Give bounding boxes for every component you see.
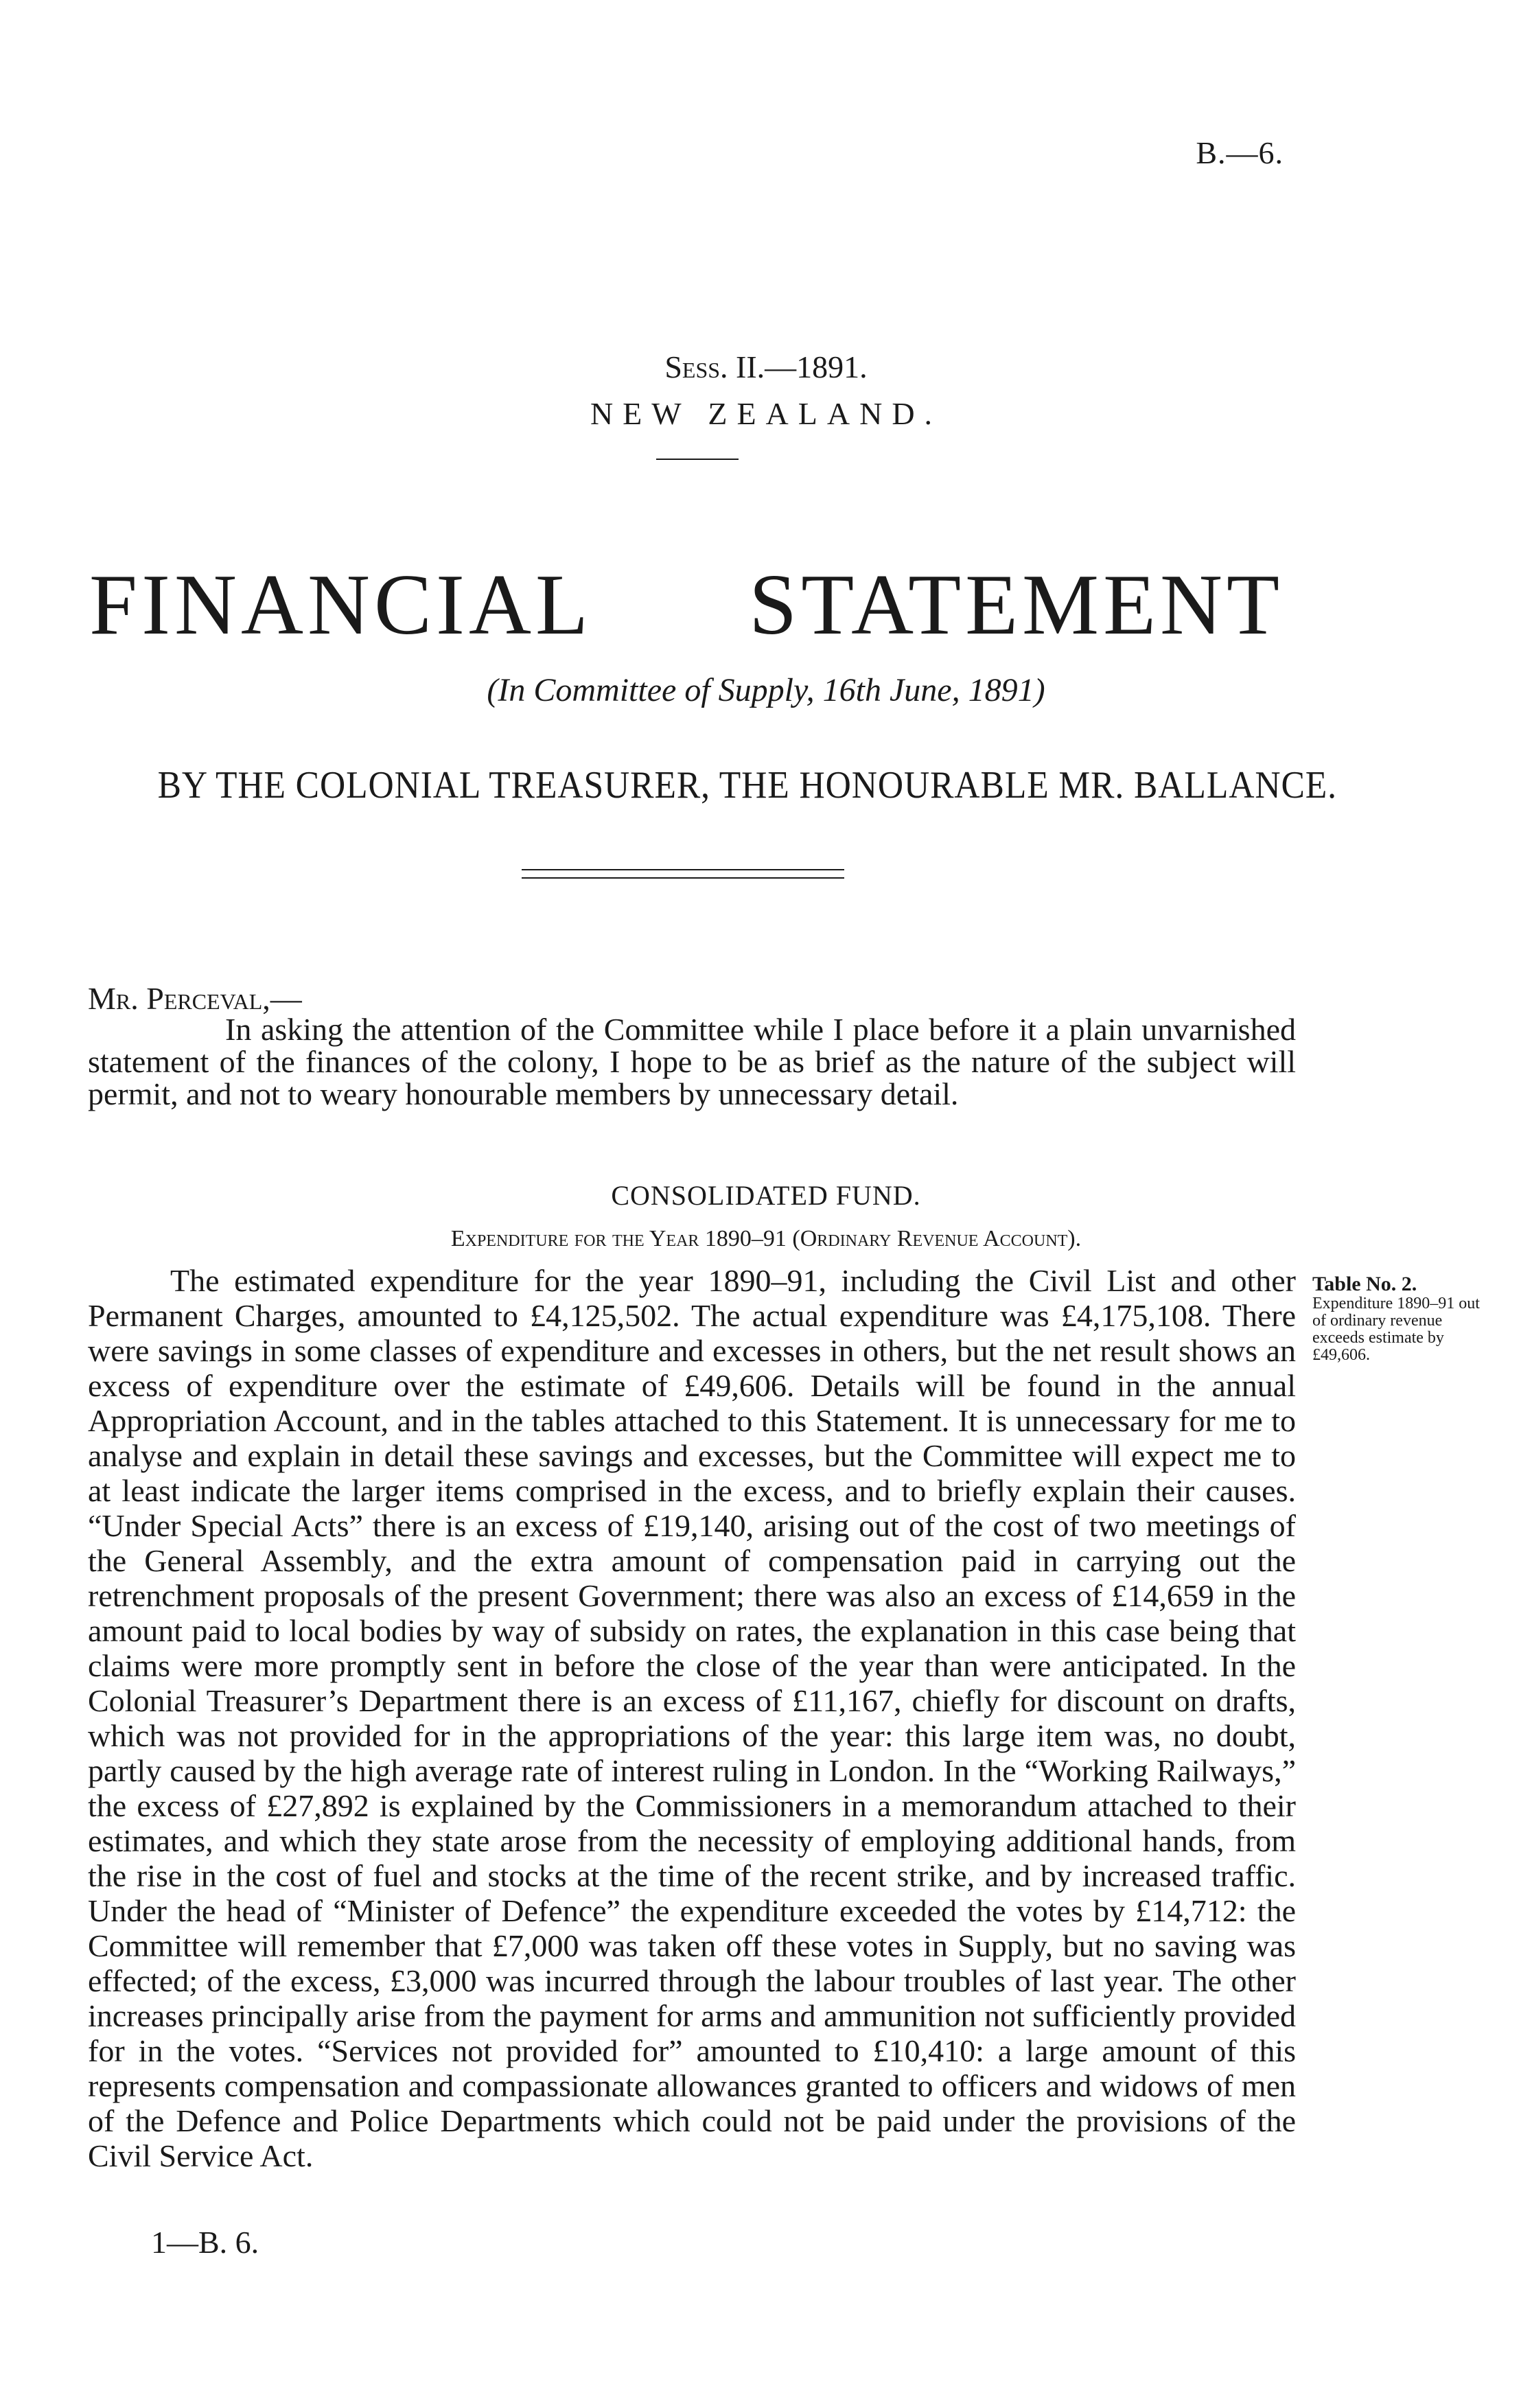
section-heading: CONSOLIDATED FUND. [611,1180,921,1211]
intro-paragraph: In asking the attention of the Committee while I place before it a plain unvarnished statement of the finances of the colony, I hope to be as brief as the nature of the subject will permit, and not to weary honourable members by unnecessary detail. [88,1012,1296,1111]
sub-heading: Expenditure for the Year 1890–91 (Ordinary Revenue Account). [450,1226,1082,1251]
marginal-table-ref: Table No. 2. [1312,1273,1417,1295]
session-number: II.—1891. [736,349,868,384]
marginal-note [1312,1275,1484,1364]
body-paragraph: The estimated expenditure for the year 1890–91, including the Civil List and other Permanent Charges, amounted to £4,125,502. The actual expenditure was £4,175,108. There were savings in some classes of expenditure and excesses in others, but the net result shows an excess of expenditure over the estimate of £49,606. Details will be found in the annual Appropriation Account, and in the tables attached to this Statement. It is unnecessary for me to analyse and explain in detail these savings and excesses, but the Committee will expect me to at least indicate the larger items comprised in the excess, and to briefly explain their causes. “Under Special Acts” there is an excess of £19,140, arising out of the cost of two meetings of the General Assembly, and the extra amount of compensation paid in carrying out the retrenchment proposals of the present Government; there was also an excess of £14,659 in the amount paid to local bodies by way of subsidy on rates, the explanation in this case being that claims were more promptly sent in before the close of the year than were anticipated. In the Colonial Treasurer’s Department there is an excess of £11,167, chiefly for discount on drafts, which was not provided for in the appropriations of the year: this large item was, no doubt, partly caused by the high average rate of interest ruling in London. In the “Working Railways,” the excess of £27,892 is explained by the Commissioners in a memorandum attached to their estimates, and which they state arose from the necessity of employing additional hands, from the rise in the cost of fuel and stocks at the time of the recent strike, and by increased traffic. Under the head of “Minister of Defence” the expenditure exceeded the votes by £14,712: the Committee will remember that £7,000 was taken off these votes in Supply, but no saving was effected; of the excess, £3,000 was incurred through the labour troubles of last year. The other increases principally arise from the payment for arms and ammunition not sufficiently provided for in the votes. “Services not provided for” amounted to £10,410: a large amount of this represents compensation and compassionate allowances granted to officers and widows of men of the Defence and Police Departments which could not be paid under the provisions of the Civil Service Act. [88,1263,1296,2173]
page-reference: B.—6. [1196,135,1284,170]
session-prefix: Sess. [664,349,728,384]
short-rule [656,459,739,460]
byline: BY THE COLONIAL TREASURER, THE HONOURABLE MR. BALLANCE. [157,764,1337,807]
title-word-1: FINANCIAL [89,557,592,653]
session-line [0,349,1532,385]
salutation: Mr. Perceval,— [88,981,302,1016]
footer-reference: 1—B. 6. [151,2225,259,2260]
subtitle: (In Committee of Supply, 16th June, 1891) [487,672,1045,708]
double-rule [522,869,844,879]
marginal-note-text: Expenditure 1890–91 out of ordinary revenue exceeds estimate by £49,606. [1312,1295,1480,1364]
country-heading: NEW ZEALAND. [590,396,942,431]
title-word-2: STATEMENT [749,557,1284,653]
main-title [89,556,1284,655]
